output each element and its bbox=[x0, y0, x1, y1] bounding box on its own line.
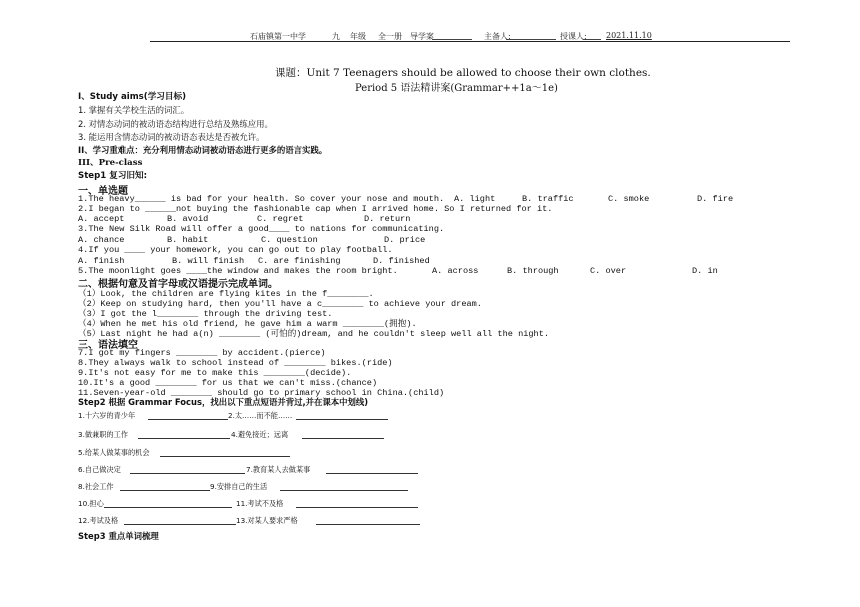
header-doc-type: 导学案 bbox=[410, 32, 434, 41]
period-title: Period 5 语法精讲案(Grammar++1a～1e) bbox=[355, 83, 558, 94]
part2-line-2: （2）Keep on studying hard, then you'll have a c________ to achieve your dream. bbox=[78, 299, 482, 309]
phrase-10-blank bbox=[104, 507, 232, 508]
part2-line-3: （3）I got the l________ through the driving test. bbox=[78, 309, 333, 319]
header-blank-2 bbox=[506, 39, 556, 40]
lesson-title: 课题：Unit 7 Teenagers should be allowed to choose their own clothes. bbox=[275, 67, 651, 79]
q3-option-a: A. chance bbox=[78, 235, 125, 245]
phrase-7-blank bbox=[326, 473, 418, 474]
part2-line-4: （4）When he met his old friend, he gave him a warm ________(拥抱). bbox=[78, 319, 417, 329]
header-teacher-label: 授课人: bbox=[560, 32, 587, 41]
phrase-9: 9.安排自己的生活 bbox=[210, 482, 268, 491]
study-aims-heading: I、Study aims(学习目标) bbox=[78, 92, 186, 102]
phrase-13-blank bbox=[316, 524, 420, 525]
phrase-3: 3.做兼职的工作 bbox=[78, 430, 128, 439]
header-grade-suffix: 年级 bbox=[350, 32, 366, 41]
study-aim-3: 3. 能运用含情态动词的被动语态表达是否被允许。 bbox=[78, 132, 265, 142]
phrase-2-blank bbox=[296, 419, 388, 420]
phrase-9-blank bbox=[280, 490, 408, 491]
phrase-6: 6.自己做决定 bbox=[78, 465, 121, 474]
q3-option-d: D. price bbox=[384, 235, 426, 245]
q4-option-d: D. finished bbox=[373, 256, 430, 266]
part1-heading: 一、单选题 bbox=[78, 186, 128, 197]
part3-heading: 三、语法填空 bbox=[78, 340, 138, 351]
q2-text: 2.I began to ______not buying the fashionable cap when I arrived home. So I returned for it. bbox=[78, 204, 553, 214]
header-school: 石庙镇第一中学 bbox=[250, 32, 306, 41]
header-blank-3 bbox=[583, 39, 601, 40]
part2-line-1: （1）Look, the children are flying kites in the f________. bbox=[78, 289, 374, 299]
step3-heading: Step3 重点单词梳理 bbox=[78, 531, 159, 541]
phrase-1-blank bbox=[148, 419, 228, 420]
phrase-2: 2.太……而不能…… bbox=[228, 411, 293, 420]
q5-option-a: A. across bbox=[432, 266, 479, 276]
study-aim-1: 1. 掌握有关学校生活的词汇。 bbox=[78, 105, 190, 115]
phrase-5-blank bbox=[160, 456, 290, 457]
header-grade: 九 bbox=[332, 32, 340, 41]
phrase-13: 13.对某人要求严格 bbox=[236, 516, 298, 525]
q2-option-a: A. accept bbox=[78, 214, 125, 224]
header-preparer-label: 主备人: bbox=[484, 32, 511, 41]
q3-text: 3.The New Silk Road will offer a good____ to nations for communicating. bbox=[78, 224, 445, 234]
phrase-3-blank bbox=[138, 438, 230, 439]
q1-option-d: D. fire bbox=[697, 194, 734, 204]
q5-option-c: C. over bbox=[590, 266, 627, 276]
q3-option-b: B. habit bbox=[167, 235, 209, 245]
part3-line-7: 7.I got my fingers ________ by accident.(pierce) bbox=[78, 348, 326, 358]
phrase-11-blank bbox=[296, 507, 418, 508]
phrase-10: 10.担心 bbox=[78, 499, 104, 508]
q3-option-c: C. question bbox=[261, 235, 318, 245]
part2-line-5: （5）Last night he had a(n) ________ (可怕的)dream, and he couldn't sleep well all the night. bbox=[78, 329, 550, 339]
phrase-6-blank bbox=[130, 473, 245, 474]
phrase-5: 5.给某人做某事的机会 bbox=[78, 448, 150, 457]
phrase-8: 8.社会工作 bbox=[78, 482, 114, 491]
q2-option-d: D. return bbox=[364, 214, 411, 224]
part3-line-9: 9.It's not easy for me to make this ________(decide). bbox=[78, 368, 352, 378]
phrase-12-blank bbox=[124, 524, 236, 525]
part2-heading: 二、根据句意及首字母或汉语提示完成单词。 bbox=[78, 279, 278, 290]
phrase-12: 12.考试及格 bbox=[78, 516, 119, 525]
header-volume: 全一册 bbox=[378, 32, 402, 41]
q1-option-a: A. light bbox=[454, 194, 496, 204]
q5-option-d: D. in bbox=[692, 266, 718, 276]
phrase-4: 4.避免接近；远离 bbox=[231, 430, 289, 439]
q2-option-b: B. avoid bbox=[167, 214, 209, 224]
q5-option-b: B. through bbox=[507, 266, 559, 276]
header-blank-1 bbox=[432, 39, 472, 40]
phrase-4-blank bbox=[302, 438, 384, 439]
q2-option-c: C. regret bbox=[257, 214, 304, 224]
study-aim-2: 2. 对情态动词的被动语态结构进行总结及熟练应用。 bbox=[78, 119, 273, 129]
part3-line-10: 10.It's a good ________ for us that we can't miss.(chance) bbox=[78, 378, 378, 388]
q4-option-a: A. finish bbox=[78, 256, 125, 266]
q5-text: 5.The moonlight goes ____the window and makes the room bright. bbox=[78, 266, 398, 276]
q1-option-b: B. traffic bbox=[522, 194, 574, 204]
header-date: 2021.11.10 bbox=[606, 31, 652, 40]
part3-line-11: 11.Seven-year-old ________ should go to primary school in China.(child) bbox=[78, 388, 445, 398]
part3-line-8: 8.They always walk to school instead of ________ bikes.(ride) bbox=[78, 358, 393, 368]
q4-option-c: C. are finishing bbox=[258, 256, 341, 266]
q1-text: 1.The heavy______ is bad for your health. So cover your nose and mouth. bbox=[78, 194, 445, 204]
phrase-11: 11.考试不及格 bbox=[236, 499, 284, 508]
phrase-7: 7.教育某人去做某事 bbox=[246, 465, 311, 474]
q4-text: 4.If you ____ your homework, you can go out to play football. bbox=[78, 245, 393, 255]
q4-option-b: B. will finish bbox=[172, 256, 245, 266]
preclass-heading: III、Pre-class bbox=[78, 158, 143, 168]
key-points: II、学习重难点：充分利用情态动词被动语态进行更多的语言实践。 bbox=[78, 145, 328, 155]
step1-heading: Step1 复习旧知: bbox=[78, 171, 148, 181]
phrase-1: 1.十六岁的青少年 bbox=[78, 411, 136, 420]
header-rule bbox=[150, 41, 790, 42]
step2-heading: Step2 根据 Grammar Focus，找出以下重点短语并背过,并在课本中划线) bbox=[78, 397, 369, 407]
phrase-8-blank bbox=[120, 490, 210, 491]
q1-option-c: C. smoke bbox=[608, 194, 650, 204]
